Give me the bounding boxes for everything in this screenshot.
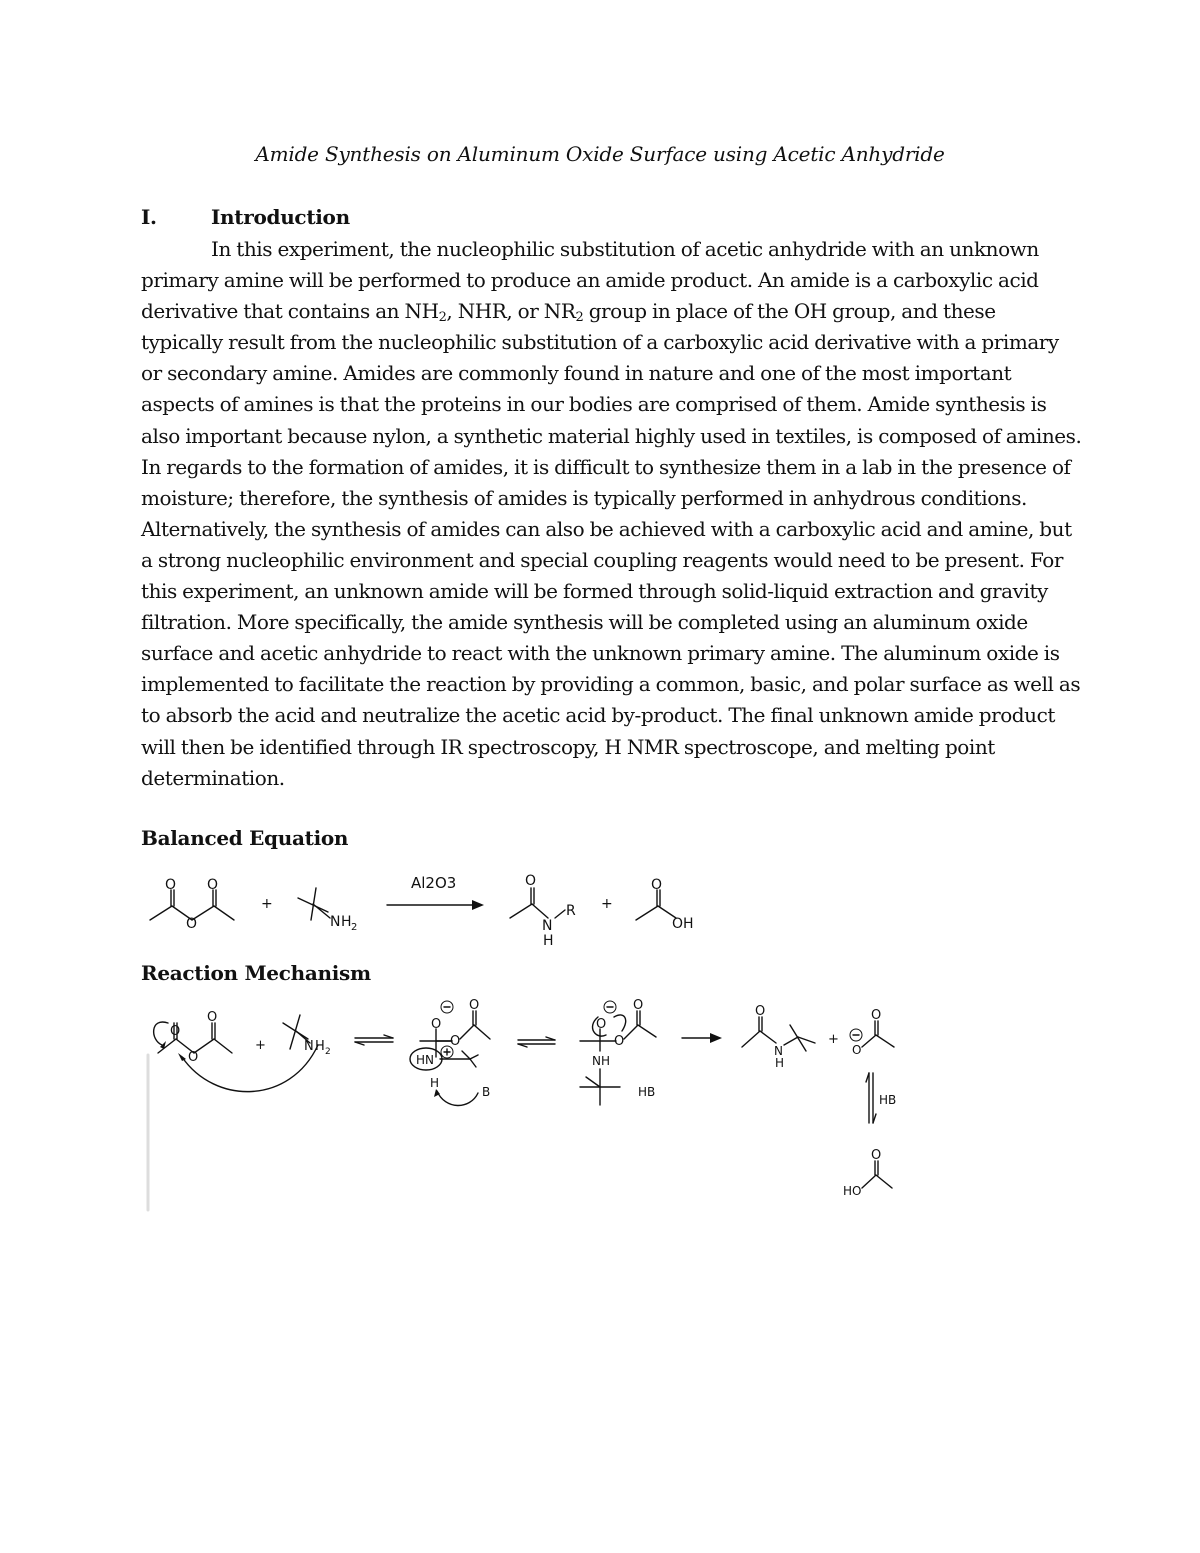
neutral-intermediate — [580, 998, 656, 1105]
vertical-equilibrium-arrow — [866, 1073, 896, 1123]
svg-text:H: H — [775, 1056, 785, 1070]
paragraph-line: or secondary amine. Amides are commonly found in nature and one of the most important — [141, 361, 1012, 386]
paragraph-line: determination. — [141, 765, 285, 790]
paragraph-line: moisture; therefore, the synthesis of amides is typically performed in anhydrous conditions. — [141, 485, 1027, 510]
svg-text:HN: HN — [416, 1053, 434, 1067]
svg-text:O: O — [170, 1024, 181, 1039]
reaction-arrow — [682, 1033, 722, 1043]
section-heading-introduction — [141, 205, 350, 229]
paragraph-line: will then be identified through IR spectroscopy, H NMR spectroscope, and melting point — [141, 734, 995, 759]
svg-text:HB: HB — [638, 1085, 656, 1099]
paragraph-line: In regards to the formation of amides, it is difficult to synthesize them in a lab in the presence of — [141, 454, 1071, 479]
svg-text:N: N — [304, 1039, 314, 1054]
tert-butylamine-structure — [298, 888, 357, 933]
section-title: Introduction — [211, 205, 350, 229]
svg-text:O: O — [614, 1034, 625, 1049]
atom-label: O — [186, 916, 198, 932]
atom-label: O — [165, 877, 177, 893]
svg-text:HB: HB — [879, 1093, 897, 1107]
svg-text:O: O — [596, 1017, 607, 1032]
atom-label: H — [543, 933, 554, 949]
svg-text:O: O — [450, 1034, 461, 1049]
paragraph-line: Alternatively, the synthesis of amides can also be achieved with a carboxylic acid and amine, but — [141, 516, 1072, 541]
acetic-acid-structure — [636, 877, 694, 932]
balanced-equation-heading: Balanced Equation — [141, 826, 349, 850]
paragraph-line: a strong nucleophilic environment and special coupling reagents would need to be present. For — [141, 547, 1063, 572]
svg-text:O: O — [469, 998, 480, 1013]
atom-label: H — [341, 914, 352, 930]
mechanism-anhydride — [154, 1010, 318, 1092]
tetrahedral-intermediate — [410, 998, 490, 1106]
acetic-anhydride-structure — [150, 877, 234, 932]
paragraph-line: primary amine will be performed to produce an amide product. An amide is a carboxylic acid — [141, 268, 1039, 293]
svg-text:B: B — [482, 1085, 491, 1099]
paragraph-line: filtration. More specifically, the amide synthesis will be completed using an aluminum oxide — [141, 610, 1028, 635]
svg-text:O: O — [871, 1008, 882, 1023]
atom-label: O — [525, 873, 537, 889]
mechanism-tert-butylamine — [283, 1015, 331, 1057]
mechanism-acetic-acid — [843, 1148, 892, 1198]
svg-text:O: O — [207, 1010, 218, 1025]
atom-label: O — [651, 877, 663, 893]
svg-text:O: O — [633, 998, 644, 1013]
subscript-label: 2 — [351, 922, 358, 933]
paragraph-line: to absorb the acid and neutralize the acetic acid by-product. The final unknown amide product — [141, 703, 1055, 728]
paragraph-line: surface and acetic anhydride to react with the unknown primary amine. The aluminum oxide is — [141, 641, 1060, 666]
balanced-equation-scheme — [0, 860, 1200, 950]
mechanism-acetate — [850, 1008, 894, 1057]
plus-sign: + — [261, 896, 273, 912]
svg-text:O: O — [188, 1050, 199, 1065]
svg-text:N: N — [774, 1044, 783, 1058]
svg-text:2: 2 — [325, 1047, 331, 1057]
plus-sign: + — [601, 896, 613, 912]
mechanism-amide-product — [742, 1004, 815, 1070]
svg-text:O: O — [431, 1017, 442, 1032]
svg-text:H: H — [315, 1039, 325, 1054]
reaction-arrow — [387, 874, 484, 910]
reagent-label: Al2O3 — [411, 874, 457, 892]
svg-text:HO: HO — [843, 1184, 862, 1198]
plus-sign: + — [828, 1032, 839, 1047]
svg-text:O: O — [852, 1043, 862, 1057]
paragraph-line: derivative that contains an $NH_2$, NHR, or $NR_2$ group in place of the OH group, and these — [141, 299, 996, 326]
atom-label: O — [207, 877, 219, 893]
reaction-mechanism-heading: Reaction Mechanism — [141, 961, 371, 985]
atom-label: N — [330, 914, 341, 930]
paragraph-line: this experiment, an unknown amide will be formed through solid-liquid extraction and gravity — [141, 579, 1048, 604]
paragraph-line: In this experiment, the nucleophilic substitution of acetic anhydride with an unknown — [211, 237, 1039, 261]
equilibrium-arrow — [518, 1037, 555, 1047]
equilibrium-arrow — [355, 1035, 393, 1045]
introduction-paragraph — [141, 234, 1082, 794]
section-number: I. — [141, 205, 157, 229]
document-title: Amide Synthesis on Aluminum Oxide Surface using Acetic Anhydride — [255, 142, 945, 166]
atom-label: OH — [672, 916, 694, 932]
paragraph-line: aspects of amines is that the proteins in our bodies are comprised of them. Amide synthesis is — [141, 392, 1047, 417]
svg-text:O: O — [755, 1004, 766, 1019]
reaction-mechanism-scheme — [0, 995, 1200, 1220]
amide-product-structure — [510, 873, 576, 949]
paragraph-line: typically result from the nucleophilic substitution of a carboxylic acid derivative with a primary — [141, 330, 1059, 355]
paragraph-line: also important because nylon, a synthetic material highly used in textiles, is composed of amines. — [141, 423, 1082, 448]
svg-text:NH: NH — [592, 1054, 610, 1068]
svg-text:H: H — [430, 1076, 440, 1090]
plus-sign: + — [255, 1038, 266, 1053]
atom-label: R — [566, 903, 576, 919]
svg-text:O: O — [871, 1148, 882, 1163]
atom-label: N — [542, 918, 553, 934]
paragraph-line: implemented to facilitate the reaction by providing a common, basic, and polar surface as well as — [141, 672, 1081, 697]
